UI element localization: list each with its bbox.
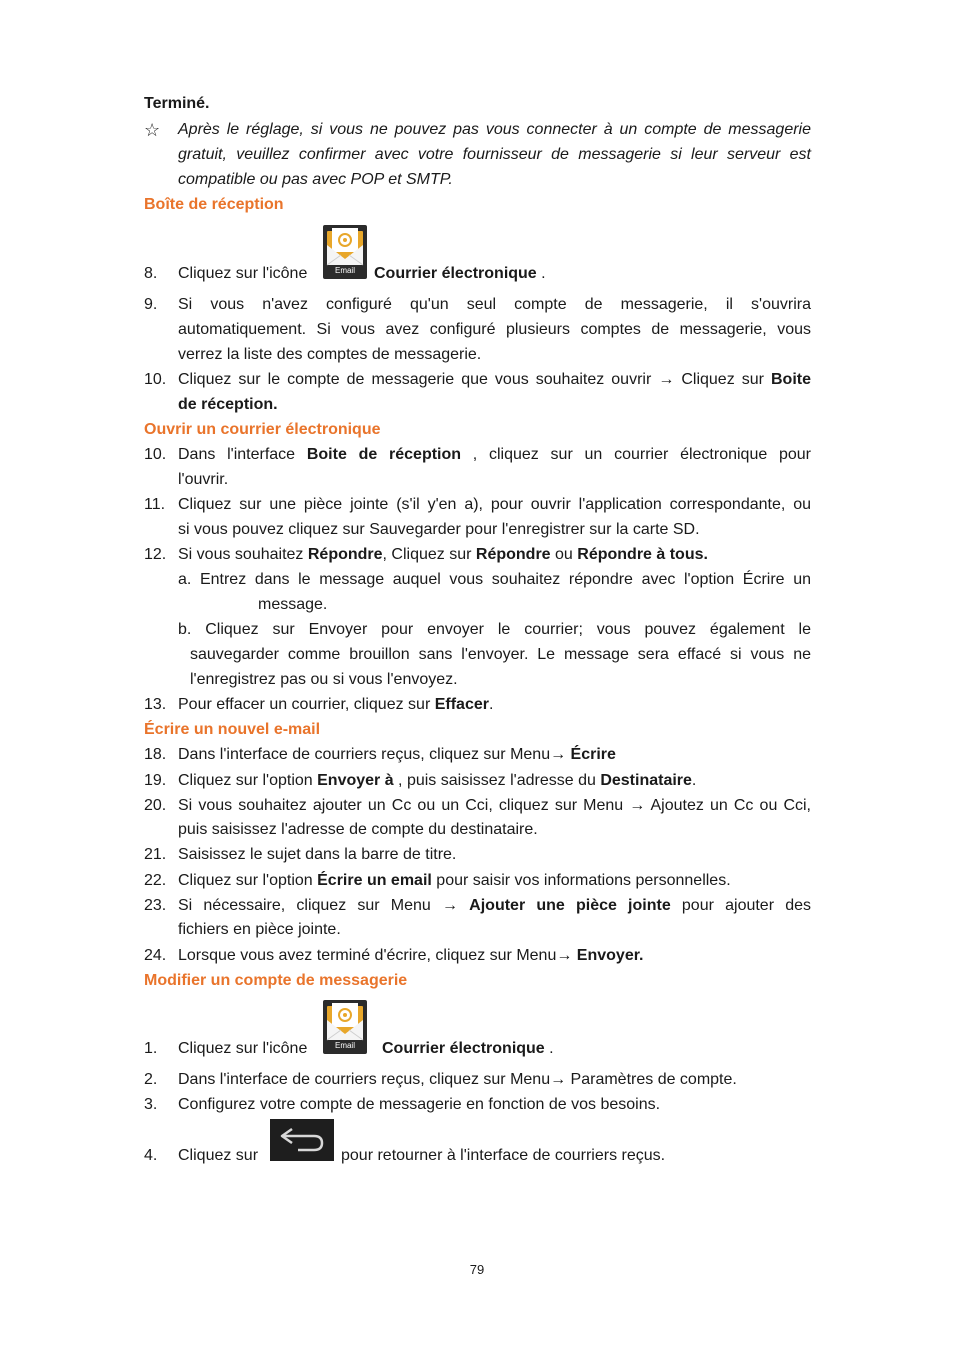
star-icon: ☆: [144, 120, 161, 140]
step-number: 10.: [144, 371, 167, 388]
step-number: 11.: [144, 496, 166, 513]
step-number: 18.: [144, 746, 167, 763]
step-number: 12.: [144, 546, 167, 563]
step-text: Lorsque vous avez terminé d'écrire, cliquez sur Menu→ Envoyer.: [178, 947, 644, 964]
step-text: l'ouvrir.: [178, 471, 229, 488]
step-text: Cliquez sur l'option Écrire un email pour saisir vos informations personnelles.: [178, 872, 731, 889]
step-text: Cliquez sur une pièce jointe (s'il y'en a), pour ouvrir l'application correspondante, ou: [178, 496, 811, 513]
substep-a-text: a. Entrez dans le message auquel vous souhaitez répondre avec l'option Écrire un: [178, 571, 811, 588]
step-text: Dans l'interface de courriers reçus, cliquez sur Menu→ Écrire: [178, 746, 616, 763]
step-number: 4.: [144, 1147, 158, 1164]
step-text: Cliquez sur: [178, 1147, 259, 1164]
step-number: 13.: [144, 696, 167, 713]
step-text: puis saisissez l'adresse de compte du destinataire.: [178, 821, 538, 838]
step-number: 21.: [144, 846, 167, 863]
step-text: Cliquez sur l'option Envoyer à , puis saisissez l'adresse du Destinataire.: [178, 772, 697, 789]
step-text: Cliquez sur l'icône: [178, 1040, 308, 1057]
step-text: de réception.: [178, 396, 278, 413]
page-number: 79: [469, 1262, 485, 1277]
substep-a-text: message.: [258, 596, 328, 613]
step-text: pour retourner à l'interface de courriers reçus.: [341, 1147, 666, 1164]
section-heading-edit-account: Modifier un compte de messagerie: [144, 972, 408, 989]
step-bold-text: Courrier électronique .: [382, 1040, 554, 1057]
step-number: 23.: [144, 897, 167, 914]
step-text: fichiers en pièce jointe.: [178, 921, 341, 938]
step-text: Dans l'interface Boite de réception , cliquez sur un courrier électronique pour: [178, 446, 812, 463]
step-number: 22.: [144, 872, 167, 889]
step-number: 3.: [144, 1096, 158, 1113]
step-text: verrez la liste des comptes de messagerie.: [178, 346, 482, 363]
step-text: Saisissez le sujet dans la barre de titre.: [178, 846, 457, 863]
step-number: 8.: [144, 265, 158, 282]
substep-b-text: b. Cliquez sur Envoyer pour envoyer le courrier; vous pouvez également le: [178, 621, 811, 638]
step-number: 20.: [144, 797, 167, 814]
step-bold-text: Courrier électronique .: [374, 265, 546, 282]
step-text: Si nécessaire, cliquez sur Menu → Ajouter une pièce jointe pour ajouter des: [178, 897, 812, 914]
step-text: Si vous souhaitez ajouter un Cc ou un Cci, cliquez sur Menu → Ajoutez un Cc ou Cci,: [178, 797, 811, 814]
note-line-2: gratuit, veuillez confirmer avec votre fournisseur de messagerie si leur serveur est: [178, 146, 811, 163]
step-text: si vous pouvez cliquez sur Sauvegarder pour l'enregistrer sur la carte SD.: [178, 521, 700, 538]
email-icon-label: Email: [334, 266, 355, 275]
section-heading-open-email: Ouvrir un courrier électronique: [144, 421, 381, 438]
step-text: Cliquez sur l'icône: [178, 265, 308, 282]
done-text: Terminé.: [144, 95, 210, 112]
substep-b-text: l'enregistrez pas ou si vous l'envoyez.: [190, 671, 458, 688]
step-number: 10.: [144, 446, 167, 463]
step-number: 19.: [144, 772, 167, 789]
note-line-3: compatible ou pas avec POP et SMTP.: [178, 171, 453, 188]
step-number: 2.: [144, 1071, 158, 1088]
section-heading-new-email: Écrire un nouvel e-mail: [144, 721, 321, 738]
section-heading-inbox: Boîte de réception: [144, 196, 284, 213]
back-icon: [270, 1119, 334, 1161]
step-number: 24.: [144, 947, 167, 964]
step-text: Si vous n'avez configuré qu'un seul compte de messagerie, il s'ouvrira: [178, 296, 811, 313]
step-text: Dans l'interface de courriers reçus, cliquez sur Menu→ Paramètres de compte.: [178, 1071, 737, 1088]
step-text: Cliquez sur le compte de messagerie que vous souhaitez ouvrir → Cliquez sur Boite: [178, 371, 811, 388]
step-text: Si vous souhaitez Répondre, Cliquez sur Répondre ou Répondre à tous.: [178, 546, 708, 563]
step-number: 9.: [144, 296, 158, 313]
step-text: Pour effacer un courrier, cliquez sur Effacer.: [178, 696, 494, 713]
email-app-icon: [323, 1000, 367, 1054]
step-text: Configurez votre compte de messagerie en fonction de vos besoins.: [178, 1096, 661, 1113]
note-line-1: Après le réglage, si vous ne pouvez pas vous connecter à un compte de messagerie: [178, 121, 811, 138]
email-icon-label: Email: [334, 1041, 355, 1050]
email-app-icon: [323, 225, 367, 279]
substep-b-text: sauvegarder comme brouillon sans l'envoyer. Le message sera effacé si vous ne: [190, 646, 811, 663]
step-text: automatiquement. Si vous avez configuré plusieurs comptes de messagerie, vous: [178, 321, 811, 338]
step-number: 1.: [144, 1040, 158, 1057]
